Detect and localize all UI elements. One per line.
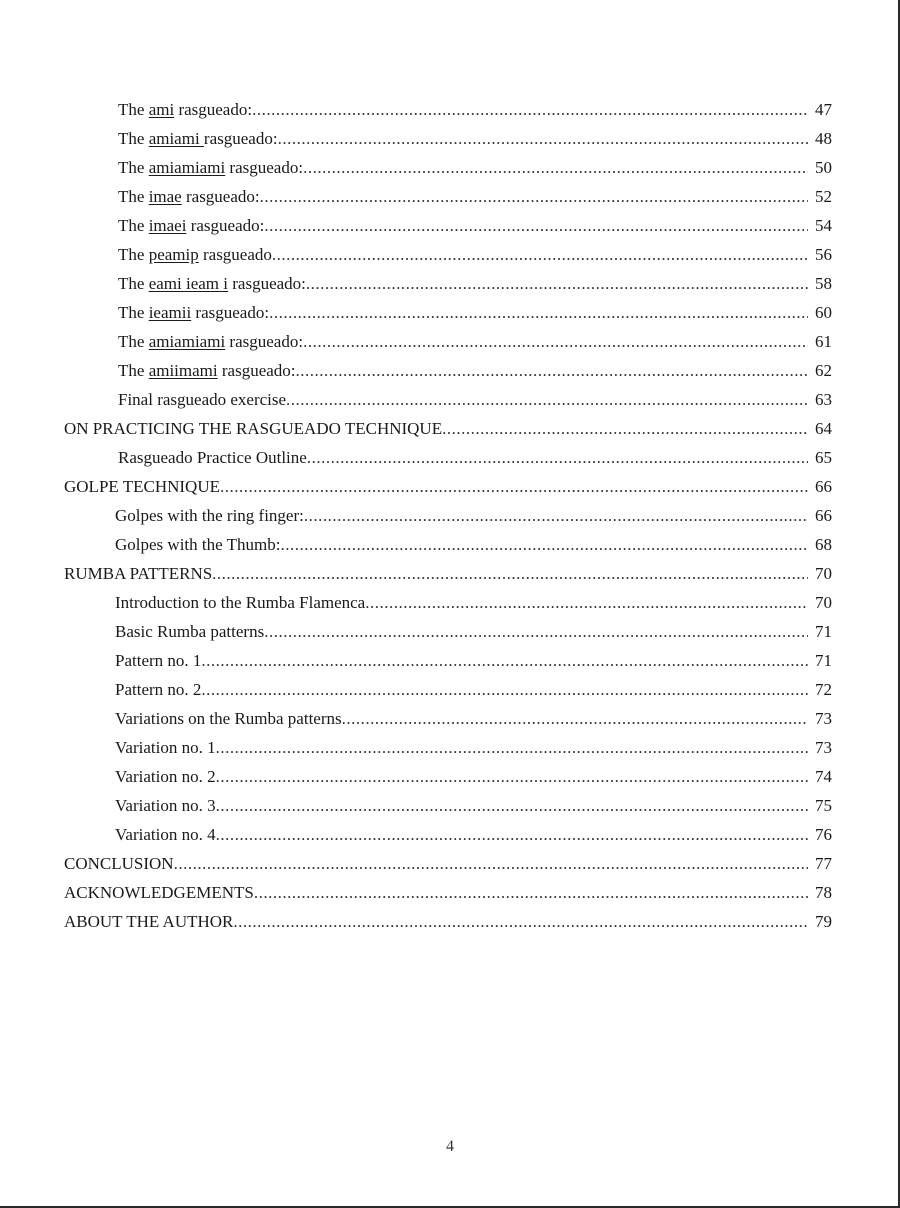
toc-entry-page: 73: [815, 709, 832, 728]
toc-entry[interactable]: [118, 327, 832, 356]
dot-leader: [264, 211, 808, 240]
toc-entry-title: The imaei rasgueado:: [118, 216, 265, 235]
toc-entry-title: The peamip rasgueado: [118, 245, 272, 264]
toc-entry-term: amiamiami: [148, 332, 226, 351]
toc-entry-page: 74: [815, 767, 832, 786]
toc-entry-page: 66: [815, 477, 832, 496]
toc-entry[interactable]: [118, 153, 832, 182]
toc-entry-page: 70: [815, 564, 832, 583]
toc-entry-title: Golpes with the ring finger:: [115, 506, 304, 525]
dot-leader: [286, 385, 808, 414]
toc-section-title: RUMBA PATTERNS: [64, 564, 213, 583]
toc-entry[interactable]: [115, 762, 832, 791]
dot-leader: [174, 849, 808, 878]
toc-entry-title: The amiamiami rasgueado:: [118, 158, 304, 177]
toc-entry[interactable]: [115, 501, 832, 530]
toc-entry-title: The eami ieam i rasgueado:: [118, 274, 306, 293]
toc-entry[interactable]: [115, 646, 832, 675]
toc-entry[interactable]: [115, 617, 832, 646]
page-number: 4: [446, 1138, 454, 1155]
toc-section[interactable]: [64, 559, 832, 588]
toc-entry[interactable]: [118, 443, 832, 472]
toc-entry-page: 73: [815, 738, 832, 757]
toc-entry-term: ieamii: [148, 303, 192, 322]
toc-entry-term: amiamiami: [148, 158, 226, 177]
toc-entry-title: Introduction to the Rumba Flamenca: [115, 593, 366, 612]
dot-leader: [442, 414, 808, 443]
toc-entry-title: Variations on the Rumba patterns: [115, 709, 342, 728]
toc-entry-page: 61: [815, 332, 832, 351]
dot-leader: [216, 820, 808, 849]
toc-entry-page: 47: [815, 100, 832, 119]
toc-entry[interactable]: [118, 298, 832, 327]
dot-leader: [252, 95, 808, 124]
dot-leader: [272, 240, 808, 269]
dot-leader: [201, 646, 808, 675]
toc-entry-page: 65: [815, 448, 832, 467]
toc-entry-page: 78: [815, 883, 832, 902]
toc-entry-page: 50: [815, 158, 832, 177]
toc-entry[interactable]: [118, 95, 832, 124]
dot-leader: [201, 675, 808, 704]
dot-leader: [303, 327, 808, 356]
dot-leader: [280, 530, 808, 559]
toc-entry-page: 48: [815, 129, 832, 148]
toc-entry-term: amiami: [148, 129, 204, 148]
toc-entry[interactable]: [118, 385, 832, 414]
dot-leader: [306, 269, 808, 298]
toc-entry-title: Variation no. 3: [115, 796, 216, 815]
toc-entry-page: 52: [815, 187, 832, 206]
toc-entry-page: 68: [815, 535, 832, 554]
toc-entry-page: 60: [815, 303, 832, 322]
toc-section[interactable]: [64, 414, 832, 443]
toc-entry[interactable]: [115, 791, 832, 820]
toc-entry[interactable]: [115, 733, 832, 762]
toc-entry-page: 79: [815, 912, 832, 931]
toc-entry-page: 76: [815, 825, 832, 844]
toc-entry-term: peamip: [148, 245, 199, 264]
toc-entry[interactable]: [118, 356, 832, 385]
toc-entry[interactable]: [118, 269, 832, 298]
toc-entry-page: 71: [815, 651, 832, 670]
dot-leader: [304, 501, 808, 530]
toc-section-title: CONCLUSION: [64, 854, 174, 873]
dot-leader: [303, 153, 808, 182]
dot-leader: [278, 124, 808, 153]
dot-leader: [269, 298, 808, 327]
toc-entry[interactable]: [115, 820, 832, 849]
toc-entry-title: Variation no. 1: [115, 738, 216, 757]
toc-entry-page: 72: [815, 680, 832, 699]
toc-entry-title: The ami rasgueado:: [118, 100, 253, 119]
toc-entry-title: The amiimami rasgueado:: [118, 361, 296, 380]
toc-entry-page: 70: [815, 593, 832, 612]
toc-entry-title: Final rasgueado exercise: [118, 390, 287, 409]
toc-entry-title: Variation no. 4: [115, 825, 216, 844]
dot-leader: [342, 704, 808, 733]
toc-entry-title: The amiami rasgueado:: [118, 129, 278, 148]
dot-leader: [216, 762, 808, 791]
dot-leader: [365, 588, 808, 617]
toc-entry-term: ami: [148, 100, 175, 119]
toc-entry-title: Golpes with the Thumb:: [115, 535, 281, 554]
toc-section-title: ACKNOWLEDGEMENTS: [64, 883, 254, 902]
dot-leader: [220, 472, 808, 501]
toc-entry-page: 71: [815, 622, 832, 641]
toc-entry-term: imae: [148, 187, 182, 206]
toc-entry[interactable]: [118, 240, 832, 269]
dot-leader: [260, 182, 808, 211]
toc-entry[interactable]: [118, 124, 832, 153]
toc-entry-title: Basic Rumba patterns: [115, 622, 265, 641]
toc-entry[interactable]: [115, 588, 832, 617]
toc-entry[interactable]: [115, 704, 832, 733]
toc-entry[interactable]: [118, 182, 832, 211]
toc-section[interactable]: [64, 878, 832, 907]
dot-leader: [307, 443, 808, 472]
toc-entry-page: 54: [815, 216, 832, 235]
dot-leader: [254, 878, 808, 907]
toc-entry[interactable]: [115, 530, 832, 559]
toc-entry-title: Rasgueado Practice Outline: [118, 448, 307, 467]
dot-leader: [216, 791, 808, 820]
toc-entry-page: 63: [815, 390, 832, 409]
toc-entry[interactable]: [115, 675, 832, 704]
toc-entry-page: 58: [815, 274, 832, 293]
toc-entry-page: 56: [815, 245, 832, 264]
dot-leader: [216, 733, 808, 762]
dot-leader: [296, 356, 808, 385]
toc-entry-title: The ieamii rasgueado:: [118, 303, 270, 322]
toc-section-title: ON PRACTICING THE RASGUEADO TECHNIQUE: [64, 419, 443, 438]
dot-leader: [212, 559, 808, 588]
toc-section[interactable]: [64, 472, 832, 501]
toc-entry-title: Pattern no. 1: [115, 651, 202, 670]
dot-leader: [233, 907, 808, 936]
toc-entry-page: 64: [815, 419, 832, 438]
toc-entry-title: Variation no. 2: [115, 767, 216, 786]
toc-section-title: GOLPE TECHNIQUE: [64, 477, 220, 496]
dot-leader: [264, 617, 808, 646]
toc-section[interactable]: [64, 849, 832, 878]
toc-entry-term: imaei: [148, 216, 187, 235]
toc-entry-page: 66: [815, 506, 832, 525]
toc-entry[interactable]: [118, 211, 832, 240]
toc-section-title: ABOUT THE AUTHOR: [64, 912, 234, 931]
toc-entry-page: 62: [815, 361, 832, 380]
toc-section[interactable]: [64, 907, 832, 936]
toc-entry-term: eami ieam i: [148, 274, 228, 293]
toc-entry-title: The imae rasgueado:: [118, 187, 260, 206]
toc-entry-title: Pattern no. 2: [115, 680, 202, 699]
toc-entry-page: 77: [815, 854, 832, 873]
toc-entry-page: 75: [815, 796, 832, 815]
toc-entry-term: amiimami: [148, 361, 218, 380]
toc-entry-title: The amiamiami rasgueado:: [118, 332, 304, 351]
